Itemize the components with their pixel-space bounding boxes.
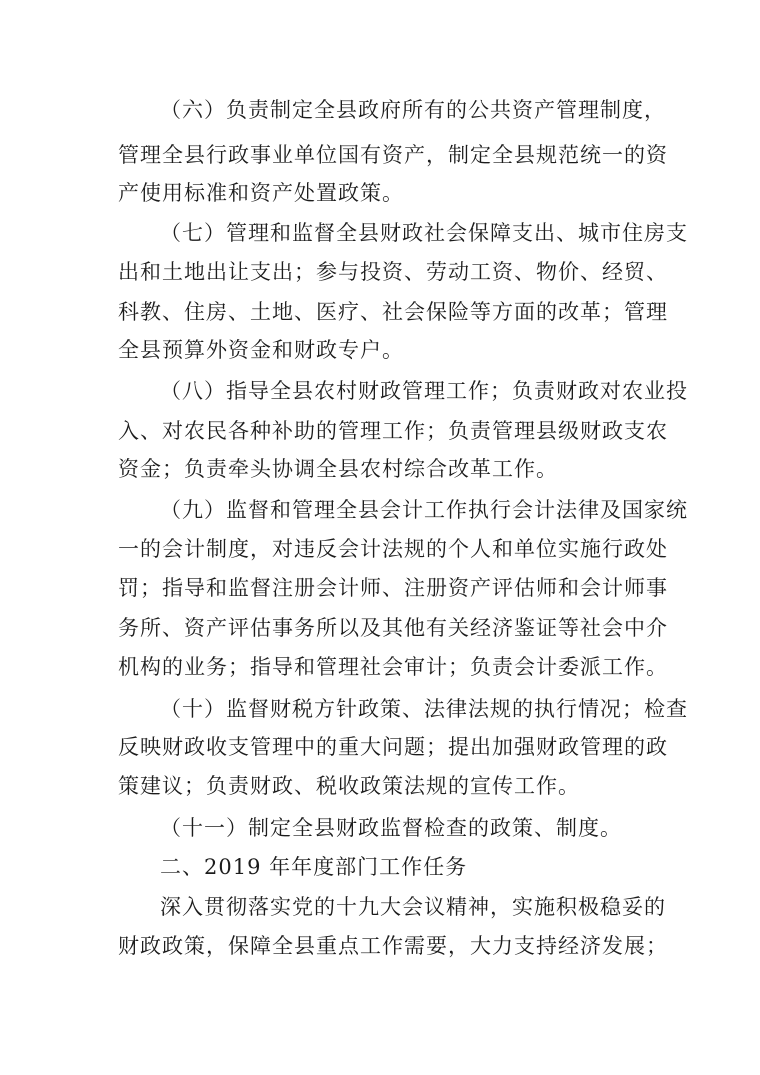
paragraph-9-line-3: 罚；指导和监督注册会计师、注册资产评估师和会计师事 [118, 576, 668, 600]
tasks-paragraph-line-1: 深入贯彻落实党的十九大会议精神，实施积极稳妥的 [160, 895, 666, 919]
paragraph-8-line-1: （八）指导全县农村财政管理工作；负责财政对农业投 [160, 379, 688, 403]
paragraph-10-line-1: （十）监督财税方针政策、法律法规的执行情况；检查 [160, 697, 688, 721]
paragraph-8-line-2: 入、对农民各种补助的管理工作；负责管理县级财政支农 [118, 419, 668, 443]
paragraph-9-line-5: 机构的业务；指导和管理社会审计；负责会计委派工作。 [118, 655, 668, 679]
paragraph-7-line-3: 科教、住房、土地、医疗、社会保险等方面的改革；管理 [118, 300, 668, 324]
tasks-paragraph-line-2: 财政政策，保障全县重点工作需要，大力支持经济发展； [118, 934, 668, 958]
paragraph-9-line-4: 务所、资产评估事务所以及其他有关经济鉴证等社会中介 [118, 616, 668, 640]
paragraph-9-line-2: 一的会计制度，对违反会计法规的个人和单位实施行政处 [118, 537, 668, 561]
paragraph-9-line-1: （九）监督和管理全县会计工作执行会计法律及国家统 [160, 498, 688, 522]
paragraph-6-line-1: （六）负责制定全县政府所有的公共资产管理制度， [160, 98, 666, 122]
section-heading: 二、2019 年年度部门工作任务 [160, 855, 468, 879]
paragraph-7-line-2: 出和土地出让支出；参与投资、劳动工资、物价、经贸、 [118, 260, 668, 284]
paragraph-7-line-1: （七）管理和监督全县财政社会保障支出、城市住房支 [160, 221, 688, 245]
paragraph-6-line-2: 管理全县行政事业单位国有资产，制定全县规范统一的资 [118, 143, 668, 167]
paragraph-10-line-2: 反映财政收支管理中的重大问题；提出加强财政管理的政 [118, 735, 668, 759]
paragraph-7-line-4: 全县预算外资金和财政专户。 [118, 338, 404, 362]
paragraph-8-line-3: 资金；负责牵头协调全县农村综合改革工作。 [118, 457, 558, 481]
paragraph-10-line-3: 策建议；负责财政、税收政策法规的宣传工作。 [118, 774, 580, 798]
paragraph-6-line-3: 产使用标准和资产处置政策。 [118, 181, 404, 205]
paragraph-11-line-1: （十一）制定全县财政监督检查的政策、制度。 [160, 816, 622, 840]
